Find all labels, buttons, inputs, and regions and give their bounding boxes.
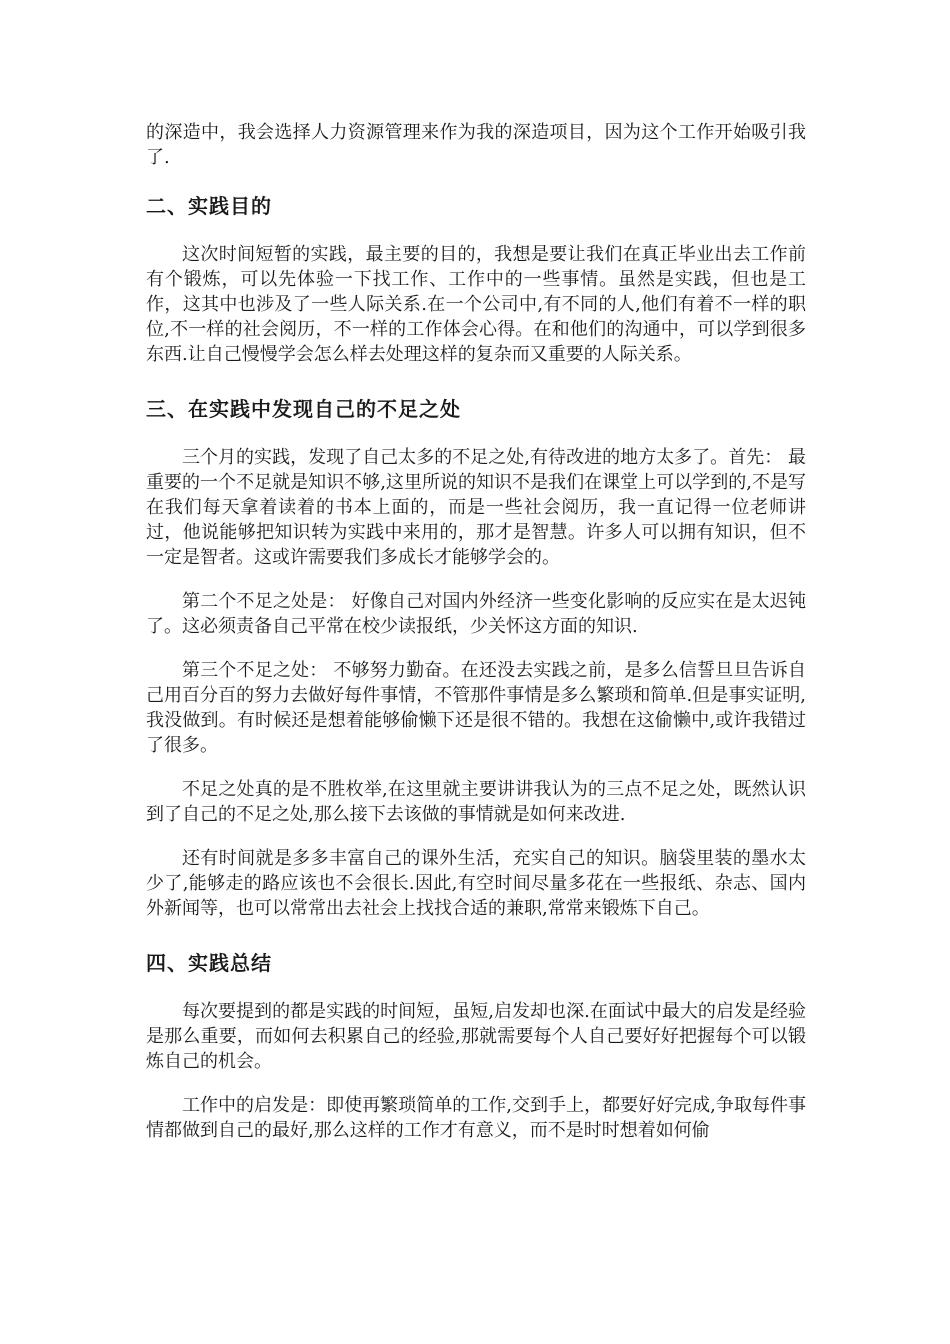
section-heading-summary: 四、实践总结 — [146, 951, 272, 975]
section-heading-purpose: 二、实践目的 — [146, 194, 272, 218]
shortcomings-paragraph-1: 三个月的实践，发现了自己太多的不足之处,有待改进的地方太多了。首先： 最重要的一个不足就是知识不够,这里所说的知识不是我们在课堂上可以学到的,不是写在我们每天拿着读着的书本上面的，而是一些社会阅历，我一直记得一位老师讲过，他说能够把知识转为实践中来用的，那才是智慧。许多人可以拥有知识，但不一定是智者。这或许需要我们多成长才能够学会的。 — [146, 447, 806, 568]
purpose-paragraph: 这次时间短暂的实践，最主要的目的，我想是要让我们在真正毕业出去工作前有个锻炼，可以先体验一下找工作、工作中的一些事情。虽然是实践，但也是工作，这其中也涉及了一些人际关系.在一个公司中,有不同的人,他们有着不一样的职位,不一样的社会阅历，不一样的工作体会心得。在和他们的沟通中，可以学到很多东西.让自己慢慢学会怎么样去处理这样的复杂而又重要的人际关系。 — [146, 244, 806, 365]
shortcomings-paragraph-2: 第二个不足之处是： 好像自己对国内外经济一些变化影响的反应实在是太迟钝了。这必须责备自己平常在校少读报纸，少关怀这方面的知识. — [146, 591, 806, 637]
summary-paragraph-1: 每次要提到的都是实践的时间短，虽短,启发却也深.在面试中最大的启发是经验是那么重要，而如何去积累自己的经验,那就需要每个人自己要好好把握每个可以锻炼自己的机会。 — [146, 1001, 806, 1072]
shortcomings-paragraph-4: 不足之处真的是不胜枚举,在这里就主要讲讲我认为的三点不足之处，既然认识到了自己的不足之处,那么接下去该做的事情就是如何来改进. — [146, 779, 806, 825]
shortcomings-paragraph-3: 第三个不足之处： 不够努力勤奋。在还没去实践之前，是多么信誓旦旦告诉自己用百分百的努力去做好每件事情，不管那件事情是多么繁琐和简单.但是事实证明,我没做到。有时候还是想着能够偷懒下还是很不错的。我想在这偷懒中,或许我错过了很多。 — [146, 660, 806, 756]
intro-continuation-paragraph: 的深造中，我会选择人力资源管理来作为我的深造项目，因为这个工作开始吸引我了. — [146, 122, 806, 168]
summary-paragraph-2: 工作中的启发是：即使再繁琐简单的工作,交到手上，都要好好完成,争取每件事情都做到自己的最好,那么这样的工作才有意义，而不是时时想着如何偷 — [146, 1095, 806, 1141]
document-page — [146, 120, 806, 1162]
shortcomings-paragraph-5: 还有时间就是多多丰富自己的课外生活，充实自己的知识。脑袋里装的墨水太少了,能够走的路应该也不会很长.因此,有空时间尽量多花在一些报纸、杂志、国内外新闻等，也可以常常出去社会上找找合适的兼职,常常来锻炼下自己。 — [146, 848, 806, 919]
section-heading-shortcomings: 三、在实践中发现自己的不足之处 — [146, 397, 461, 421]
